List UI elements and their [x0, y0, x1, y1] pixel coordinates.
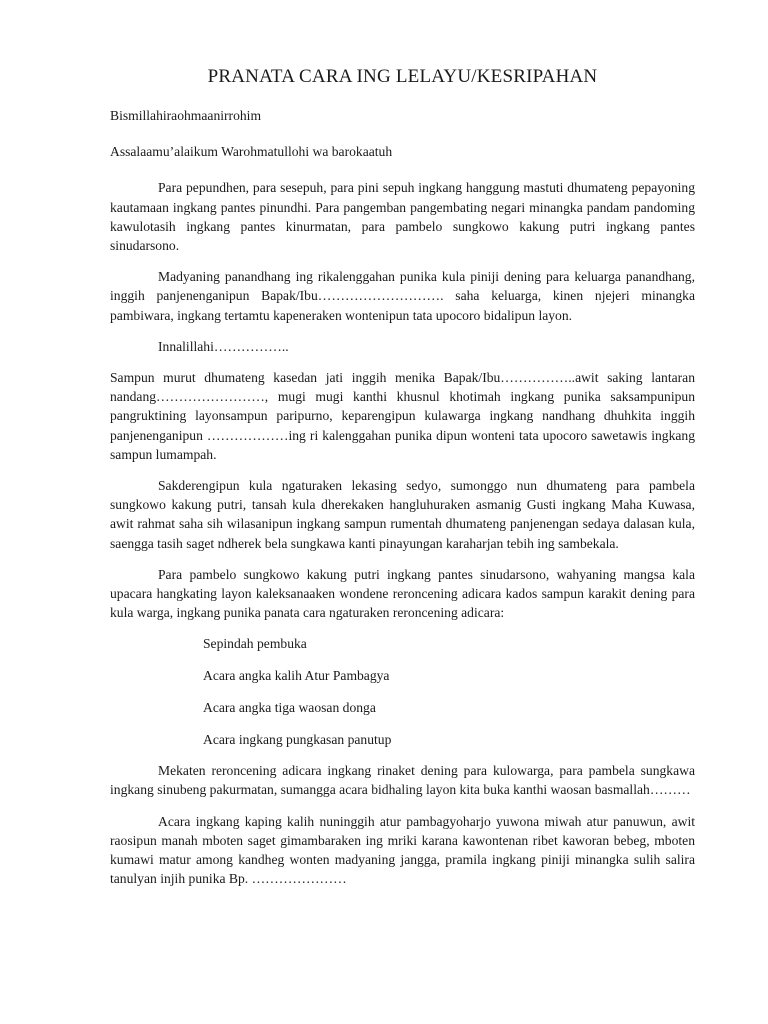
paragraph-prayer: Sakderengipun kula ngaturaken lekasing sedyo, sumonggo nun dhumateng para pambela sungkowo kakung putri, tansah kula dherekaken hangluhuraken asmanig Gusti ingkang Maha Kuwasa, awit rahmat saha sih wilasanipun ingkang sampun rumentah dhumateng panjenengan sedaya dalasan kula, saengga tasih saget ndherek bela sungkawa kanti pinayungan karaharjan tebih ing sambekala. — [110, 478, 695, 551]
agenda-item: Acara angka tiga waosan donga — [203, 699, 376, 715]
agenda-item: Acara angka kalih Atur Pambagya — [203, 668, 390, 684]
paragraph-announcement: Sampun murut dhumateng kasedan jati inggih menika Bapak/Ibu……………..awit saking lantaran nandang……………………, mugi mugi kanthi khusnul khotimah ingkang punika saksampunipun pangruktining layonsampun paripurno, keparengipun kulawarga ingkang nandhang dhuhkita inggih panjenenganipun ………………ing ri kalenggahan punika dipun wonteni tata upocoro sawetawis ingkang sampun lumampah. — [110, 370, 695, 462]
paragraph-second-agenda: Acara ingkang kaping kalih nuninggih atur pambagyoharjo yuwona miwah atur panuwun, awit raosipun manah mboten saget gimambaraken ing mriki karana kawontenan ribet kaworan bebeg, mboten kumawi matur among kandheg wonten madyaning jangga, pramila ingkang piniji minangka sulih salira tanulyan injih punika Bp. ………………… — [110, 813, 695, 887]
agenda-list — [110, 634, 695, 748]
paragraph-innalillahi: Innalillahi…………….. — [158, 338, 289, 354]
paragraph-opening-basmallah: Mekaten reroncening adicara ingkang rinaket dening para kulowarga, para pambela sungkawa ingkang sinubeng pakurmatan, sumangga acara bidhaling layon kita buka kanthi waosan basmallah……… — [110, 763, 695, 798]
document-page — [110, 66, 695, 901]
paragraph-agenda-intro: Para pambelo sungkowo kakung putri ingkang pantes sinudarsono, wahyaning mangsa kala upacara hangkating layon kaleksanaaken wondene reroncening adicara kados sampun karakit dening para kula warga, ingkang punika panata cara ngaturaken reroncening adicara: — [110, 566, 695, 621]
greeting-line: Assalaamu’alaikum Warohmatullohi wa barokaatuh — [110, 144, 393, 160]
paragraph-honorifics: Para pepundhen, para sesepuh, para pini sepuh ingkang hanggung mastuti dhumateng pepayoning kautamaan ingkang pantes pinundhi. Para pangemban pangembating negari minangka pandam pandoming kawulotasih ingkang pantes kinurmatan, para pambelo sungkowo kakung putri ingkang pantes sinudarsono. — [110, 180, 695, 254]
paragraph-appointment: Madyaning panandhang ing rikalenggahan punika kula piniji dening para keluarga panandhang, inggih panjenenganipun Bapak/Ibu………………………. saha keluarga, kinen njejeri minangka pambiwara, ingkang tertamtu kapeneraken wontenipun tata upocoro bidalipun layon. — [110, 269, 695, 323]
agenda-item: Acara ingkang pungkasan panutup — [203, 731, 392, 747]
basmalah-line: Bismillahiraohmaanirrohim — [110, 108, 262, 123]
document-title: PRANATA CARA ING LELAYU/KESRIPAHAN — [207, 66, 598, 87]
agenda-item: Sepindah pembuka — [203, 636, 307, 652]
